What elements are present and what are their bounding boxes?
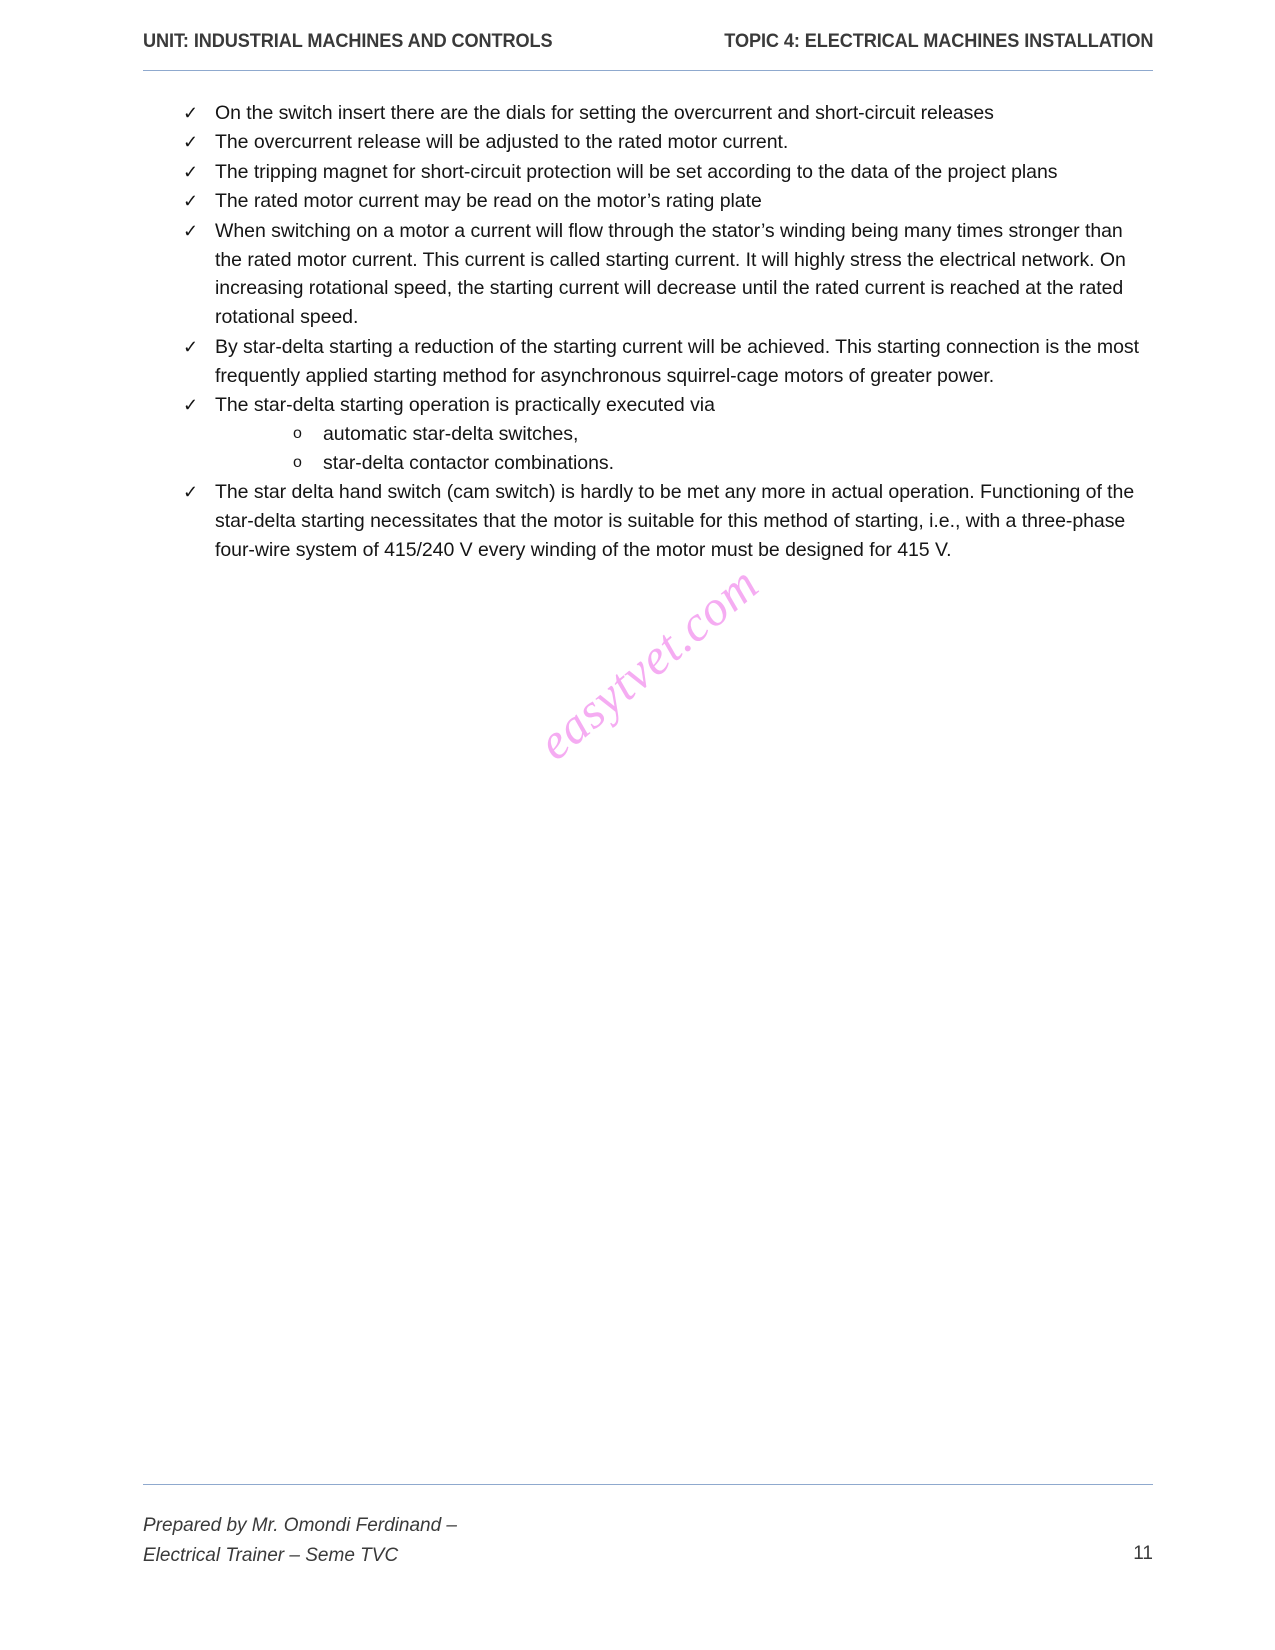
list-item-text: The rated motor current may be read on the motor’s rating plate: [215, 190, 762, 213]
header-divider: [143, 70, 1153, 71]
footer-divider: [143, 1484, 1153, 1485]
list-item-text: By star-delta starting a reduction of the starting current will be achieved. This starting connection is the most frequently applied starting method for asynchronous squirrel-cage motors of greater power.: [215, 335, 1139, 387]
checkmark-icon: ✓: [183, 395, 199, 416]
list-item: [143, 333, 1153, 391]
circle-bullet-icon: o: [293, 424, 302, 442]
list-item-text: The tripping magnet for short-circuit protection will be set according to the data of the project plans: [215, 160, 1058, 183]
sub-list-item-text: automatic star-delta switches,: [323, 422, 579, 445]
checkmark-icon: ✓: [183, 103, 199, 123]
watermark-text: easytvet.com: [527, 554, 769, 771]
checkmark-icon: ✓: [183, 191, 199, 212]
header-topic-title: TOPIC 4: ELECTRICAL MACHINES INSTALLATION: [723, 30, 1153, 52]
checkmark-icon: ✓: [183, 336, 199, 357]
list-item-text: When switching on a motor a current will flow through the stator’s winding being many times stronger than the rated motor current. This current is called starting current. It will highly stress the electrical network. On increasing rotational speed, the starting current will decrease until the rated current is reached at the rated rotational speed.: [215, 219, 1126, 329]
sub-list-item: [215, 420, 1153, 449]
list-item: [143, 217, 1153, 333]
footer-credit-line-2: Electrical Trainer – Seme TVC: [143, 1545, 399, 1566]
page-body: [143, 99, 1153, 566]
sub-list-item: [215, 449, 1153, 478]
list-item: [143, 187, 1153, 216]
list-item: [143, 128, 1153, 157]
checkmark-list: [143, 99, 1153, 565]
checkmark-icon: ✓: [183, 482, 199, 503]
list-item: [143, 158, 1153, 187]
list-item-text: The overcurrent release will be adjusted to the rated motor current.: [215, 131, 789, 154]
checkmark-icon: ✓: [183, 161, 199, 182]
sub-list: [215, 420, 1153, 478]
page-header: [143, 30, 1153, 53]
footer-credit: [143, 1511, 457, 1571]
circle-bullet-icon: o: [293, 453, 302, 471]
page-footer: [143, 1511, 1153, 1571]
footer-credit-line-1: Prepared by Mr. Omondi Ferdinand –: [143, 1515, 458, 1536]
list-item-text: The star delta hand switch (cam switch) is hardly to be met any more in actual operation. Functioning of the star-delta starting necessitates that the motor is suitable for this method of starting, i.e., with a three-phase four-wire system of 415/240 V every winding of the motor must be designed for 415 V.: [215, 481, 1135, 562]
checkmark-icon: ✓: [183, 220, 199, 241]
list-item-text: The star-delta starting operation is practically executed via: [215, 394, 715, 417]
sub-list-item-text: star-delta contactor combinations.: [323, 451, 614, 474]
page-number: 11: [1133, 1543, 1153, 1564]
list-item: [143, 478, 1153, 565]
list-item: [143, 391, 1153, 478]
list-item-text: On the switch insert there are the dials for setting the overcurrent and short-circuit releases: [215, 102, 994, 124]
list-item: [143, 99, 1153, 128]
header-unit-title: UNIT: INDUSTRIAL MACHINES AND CONTROLS: [143, 30, 553, 52]
checkmark-icon: ✓: [183, 132, 199, 153]
